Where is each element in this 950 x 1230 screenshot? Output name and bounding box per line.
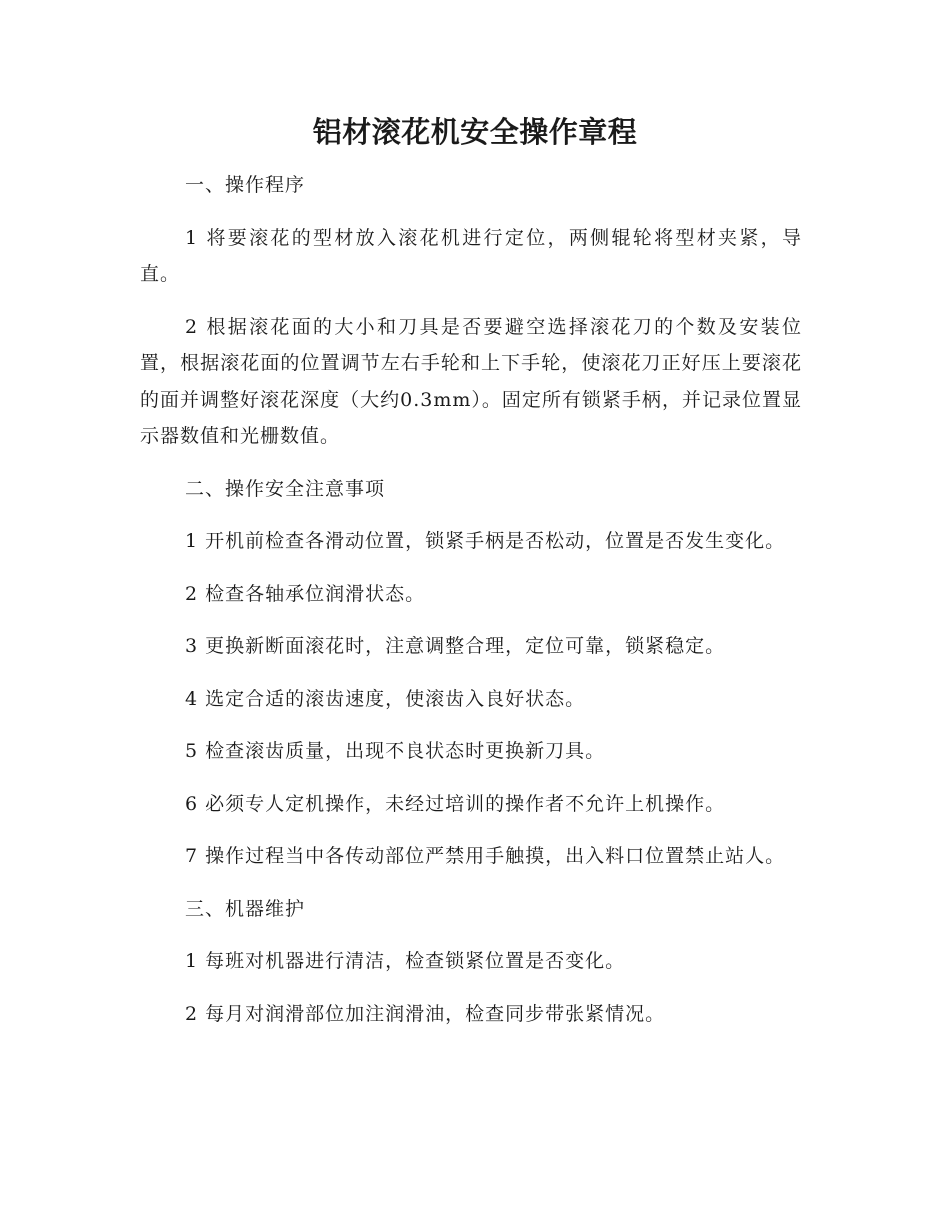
safety-note-6: 6 必须专人定机操作，未经过培训的操作者不允许上机操作。 — [185, 792, 726, 815]
safety-note-4: 4 选定合适的滚齿速度，使滚齿入良好状态。 — [185, 687, 586, 710]
maintenance-item-1: 1 每班对机器进行清洁，检查锁紧位置是否变化。 — [185, 950, 626, 972]
document-title: 铝材滚花机安全操作章程 — [312, 115, 638, 149]
section-heading-operation-procedure: 一、操作程序 — [185, 174, 306, 196]
safety-note-3: 3 更换新断面滚花时，注意调整合理，定位可靠，锁紧稳定。 — [185, 635, 726, 657]
maintenance-item-2: 2 每月对润滑部位加注润滑油，检查同步带张紧情况。 — [185, 1002, 666, 1025]
section-heading-maintenance: 三、机器维护 — [185, 897, 306, 920]
procedure-step-2: 2 根据滚花面的大小和刀具是否要避空选择滚花刀的个数及安装位置，根据滚花面的位置调节左右手轮和上下手轮，使滚花刀正好压上要滚花的面并调整好滚花深度（大约0.3mm）。固定所有锁紧手柄，并记录位置显示器数值和光栅数值。 — [140, 315, 802, 447]
document-body — [140, 167, 802, 1032]
safety-note-2: 2 检查各轴承位润滑状态。 — [185, 582, 426, 605]
safety-note-1: 1 开机前检查各滑动位置，锁紧手柄是否松动，位置是否发生变化。 — [185, 530, 786, 552]
safety-note-7: 7 操作过程当中各传动部位严禁用手触摸，出入料口位置禁止站人。 — [185, 845, 786, 867]
section-heading-safety-notes: 二、操作安全注意事项 — [185, 477, 386, 500]
safety-note-5: 5 检查滚齿质量，出现不良状态时更换新刀具。 — [185, 740, 606, 762]
procedure-step-1: 1 将要滚花的型材放入滚花机进行定位，两侧辊轮将型材夹紧，导直。 — [140, 226, 802, 285]
